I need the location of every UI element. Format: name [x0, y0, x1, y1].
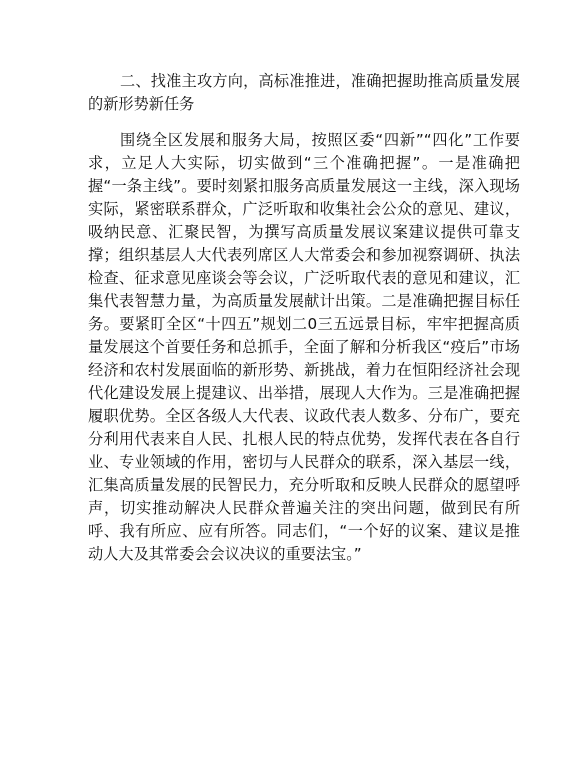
section-heading: 二、找准主攻方向，高标准推进，准确把握助推高质量发展的新形势新任务 [88, 72, 520, 113]
body-paragraph: 围绕全区发展和服务大局，按照区委“四新”“四化”工作要求，立足人大实际，切实做到“三个准确把握”。一是准确把握“一条主线”。要时刻紧扣服务高质量发展这一主线，深入现场实际，紧密联系群众，广泛听取和收集社会公众的意见、建议，吸纳民意、汇聚民智，为撰写高质量发展议案建议提供可靠支撑；组织基层人大代表列席区人大常委会和参加视察调研、执法检查、征求意见座谈会等会议，广泛听取代表的意见和建议，汇集代表智慧力量，为高质量发展献计出策。二是准确把握目标任务。要紧盯全区“十四五”规划二0三五远景目标，牢牢把握高质量发展这个首要任务和总抓手，全面了解和分析我区“疫后”市场经济和农村发展面临的新形势、新挑战，着力在恒阳经济社会现代化建设发展上提建议、出举措，展现人大作为。三是准确把握履职优势。全区各级人大代表、议政代表人数多、分布广，要充分利用代表来自人民、扎根人民的特点优势，发挥代表在各自行业、专业领域的作用，密切与人民群众的联系，深入基层一线，汇集高质量发展的民智民力，充分听取和反映人民群众的愿望呼声，切实推动解决人民群众普遍关注的突出问题，做到民有所呼、我有所应、应有所答。同志们，“一个好的议案、建议是推动人大及其常委会会议决议的重要法宝。” [88, 131, 520, 563]
